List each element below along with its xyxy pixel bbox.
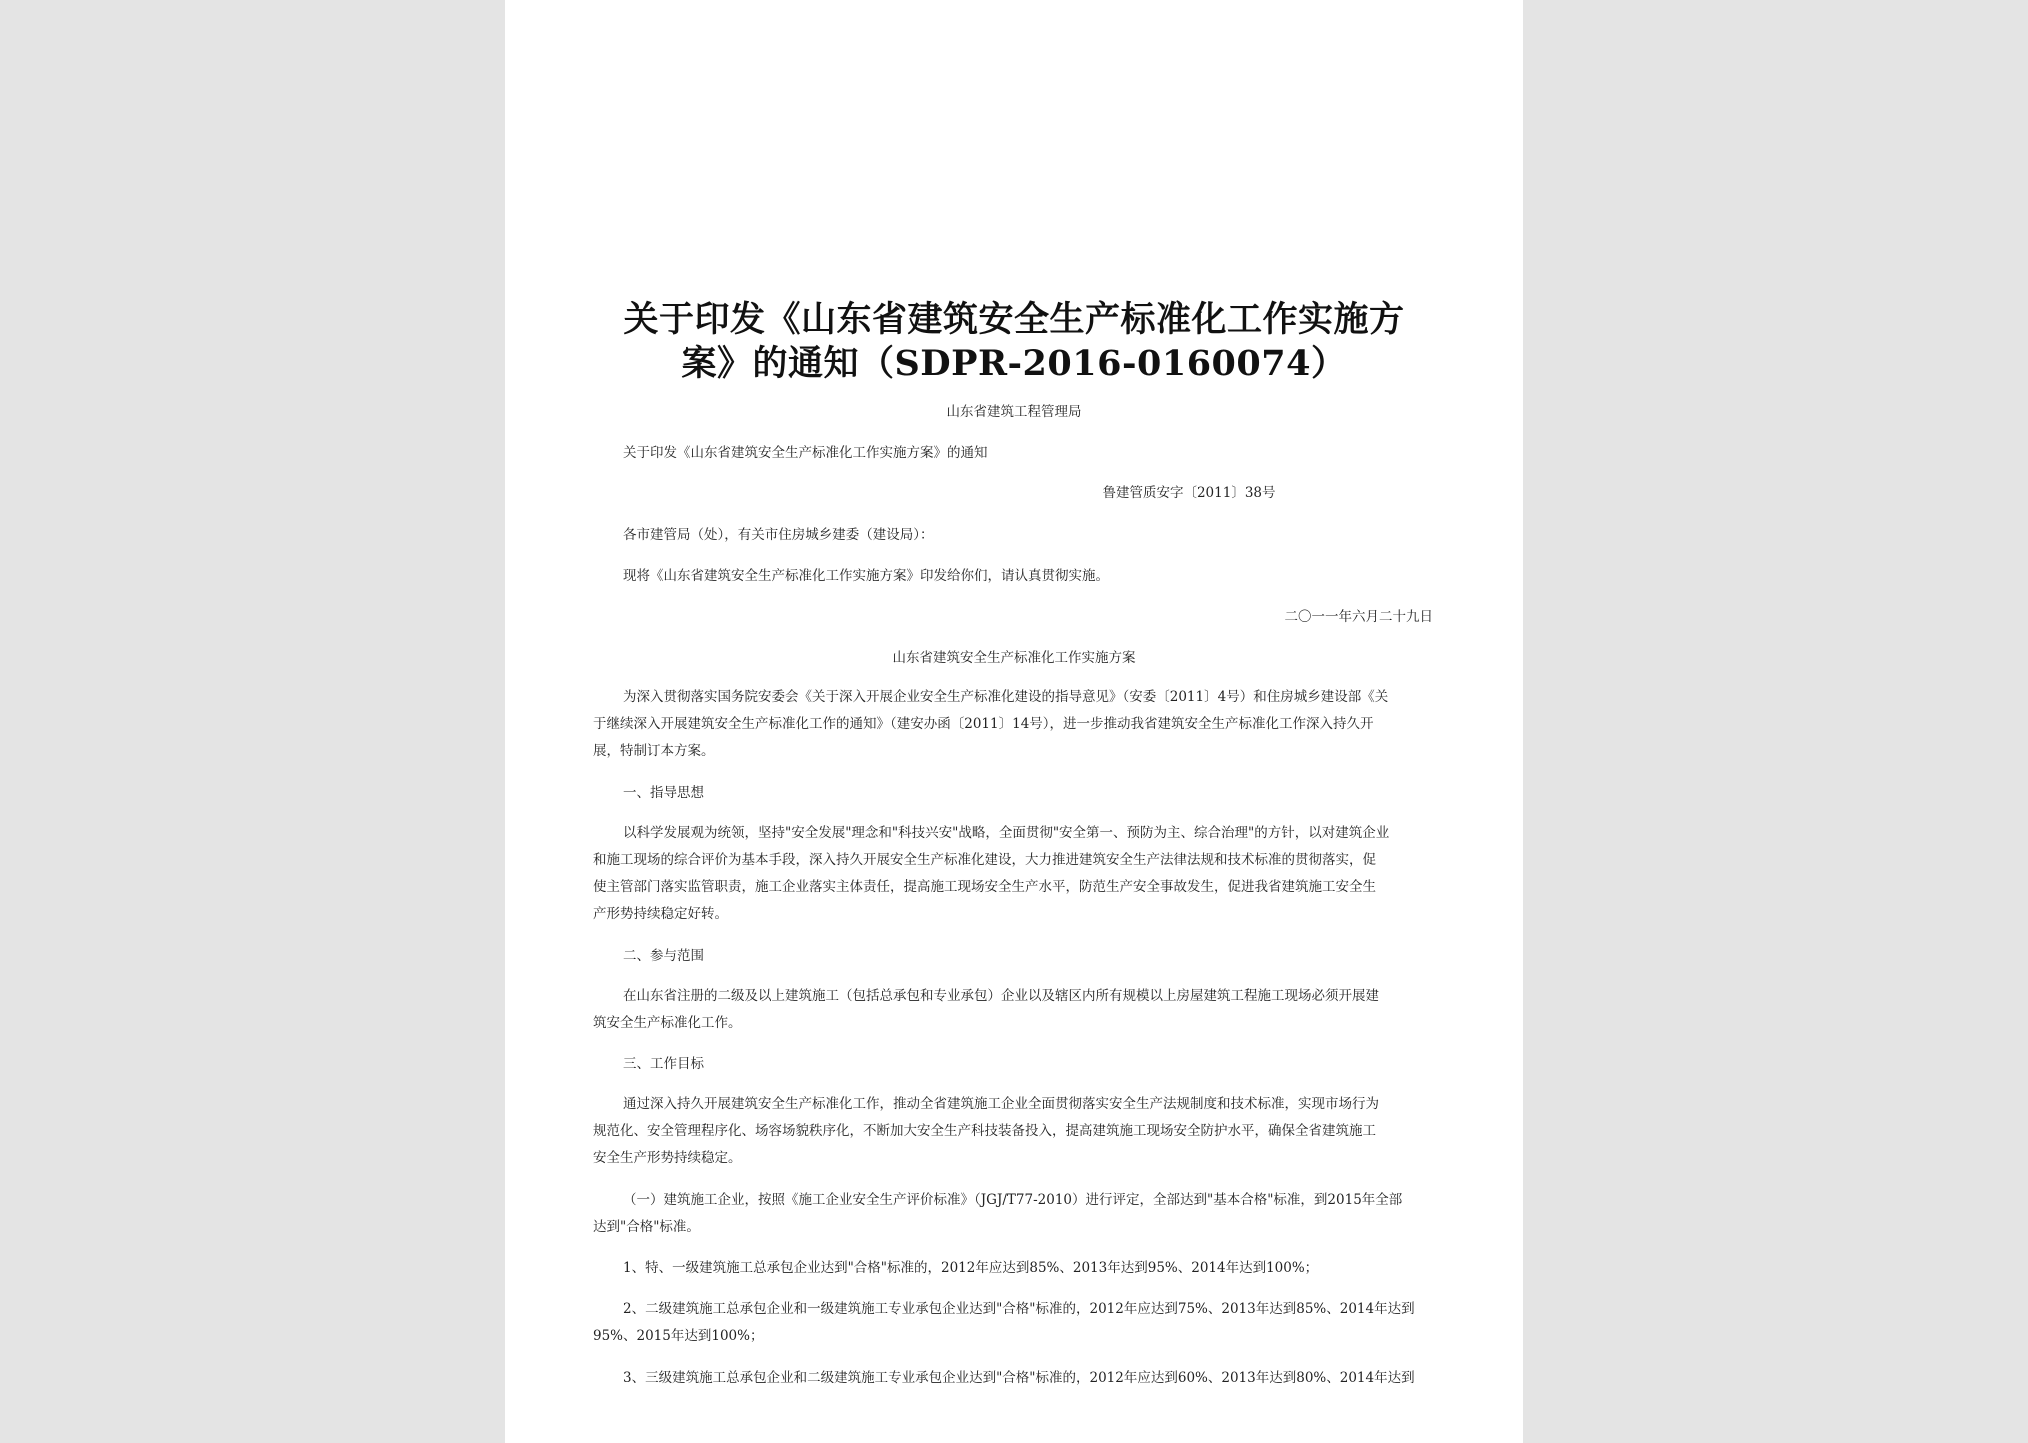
text-line: 达到"合格"标准。 xyxy=(593,1219,700,1235)
text-line: 95%、2015年达到100%； xyxy=(593,1328,764,1344)
issuer: 山东省建筑工程管理局 xyxy=(946,404,1082,420)
text-line: 筑安全生产标准化工作。 xyxy=(593,1015,742,1031)
text-line: 在山东省注册的二级及以上建筑施工（包括总承包和专业承包）企业以及辖区内所有规模以上房屋建筑工程施工现场必须开展建 xyxy=(623,988,1379,1004)
text-line: 通过深入持久开展建筑安全生产标准化工作，推动全省建筑施工企业全面贯彻落实安全生产法规制度和技术标准，实现市场行为 xyxy=(623,1096,1379,1112)
text-line: 为深入贯彻落实国务院安委会《关于深入开展企业安全生产标准化建设的指导意见》（安委〔2011〕4号）和住房城乡建设部《关 xyxy=(623,689,1389,705)
text-line: 和施工现场的综合评价为基本手段，深入持久开展安全生产标准化建设，大力推进建筑安全生产法律法规和技术标准的贯彻落实，促 xyxy=(593,852,1376,868)
section-heading: 一、指导思想 xyxy=(623,785,704,801)
section-3-body xyxy=(593,1094,1443,1175)
text-line: 以科学发展观为统领，坚持"安全发展"理念和"科技兴安"战略，全面贯彻"安全第一、预防为主、综合治理"的方针，以对建筑企业 xyxy=(623,825,1390,841)
document-title-line-1: 关于印发《山东省建筑安全生产标准化工作实施方 xyxy=(623,299,1405,340)
text-line: 产形势持续稳定好转。 xyxy=(593,906,728,922)
section-heading: 三、工作目标 xyxy=(623,1056,704,1072)
text-line: （一）建筑施工企业，按照《施工企业安全生产评价标准》（JGJ/T77-2010）进行评定，全部达到"基本合格"标准，到2015年全部 xyxy=(623,1192,1403,1208)
text-line: 规范化、安全管理程序化、场容场貌秩序化，不断加大安全生产科技装备投入，提高建筑施工现场安全防护水平，确保全省建筑施工 xyxy=(593,1123,1376,1139)
section-1-body xyxy=(593,823,1443,931)
plan-title: 山东省建筑安全生产标准化工作实施方案 xyxy=(892,650,1136,666)
text-line: 安全生产形势持续稳定。 xyxy=(593,1150,742,1166)
item-1 xyxy=(593,1190,1443,1244)
text-line: 展，特制订本方案。 xyxy=(593,743,715,759)
notice-title: 关于印发《山东省建筑安全生产标准化工作实施方案》的通知 xyxy=(623,445,988,461)
addressee: 各市建管局（处），有关市住房城乡建委（建设局）： xyxy=(623,527,934,543)
point-2 xyxy=(593,1299,1443,1353)
text-line: 于继续深入开展建筑安全生产标准化工作的通知》（建安办函〔2011〕14号），进一步推动我省建筑安全生产标准化工作深入持久开 xyxy=(593,716,1374,732)
point-3: 3、三级建筑施工总承包企业和二级建筑施工专业承包企业达到"合格"标准的，2012年应达到60%、2013年达到80%、2014年达到 xyxy=(623,1370,1415,1386)
text-line: 2、二级建筑施工总承包企业和一级建筑施工专业承包企业达到"合格"标准的，2012年应达到75%、2013年达到85%、2014年达到 xyxy=(623,1301,1415,1317)
preamble xyxy=(593,687,1443,768)
text-line: 使主管部门落实监管职责，施工企业落实主体责任，提高施工现场安全生产水平，防范生产安全事故发生，促进我省建筑施工安全生 xyxy=(593,879,1376,895)
document-page xyxy=(505,0,1523,1443)
section-2-body xyxy=(593,986,1443,1040)
issue-date: 二〇一一年六月二十九日 xyxy=(1284,609,1433,625)
document-title-line-2: 案》的通知（SDPR-2016-0160074） xyxy=(681,343,1347,384)
section-heading: 二、参与范围 xyxy=(623,948,704,964)
document-number: 鲁建管质安字〔2011〕38号 xyxy=(1102,485,1276,501)
intro-text: 现将《山东省建筑安全生产标准化工作实施方案》印发给你们，请认真贯彻实施。 xyxy=(623,568,1109,584)
point-1: 1、特、一级建筑施工总承包企业达到"合格"标准的，2012年应达到85%、2013年达到95%、2014年达到100%； xyxy=(623,1260,1319,1276)
